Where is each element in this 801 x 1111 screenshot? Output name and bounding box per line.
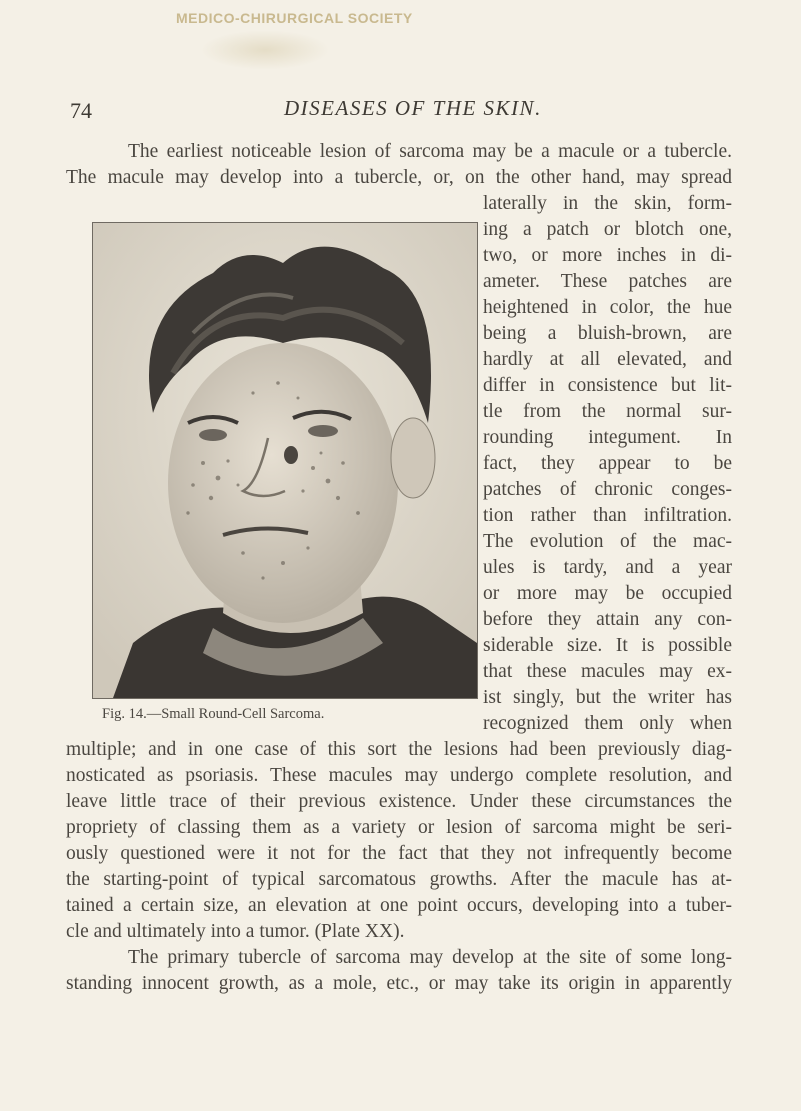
text-line: recognized them only when <box>483 713 732 734</box>
figure-photograph <box>92 222 478 699</box>
text-line: tle from the normal sur- <box>483 401 732 422</box>
text-line: two, or more inches in di- <box>483 245 732 266</box>
text-line: ameter. These patches are <box>483 271 732 292</box>
text-line: ist singly, but the writer has <box>483 687 732 708</box>
text-line: ing a patch or blotch one, <box>483 219 732 240</box>
text-line: fact, they appear to be <box>483 453 732 474</box>
text-line: laterally in the skin, form- <box>483 193 732 214</box>
text-line: nosticated as psoriasis. These macules may undergo complete resolution, and <box>66 765 732 786</box>
text-line: ously questioned were it not for the fact that they not infrequently become <box>66 843 732 864</box>
text-line: or more may be occupied <box>483 583 732 604</box>
portrait-illustration <box>93 223 477 698</box>
text-line: leave little trace of their previous existence. Under these circumstances the <box>66 791 732 812</box>
text-line: heightened in color, the hue <box>483 297 732 318</box>
text-line: The evolution of the mac- <box>483 531 732 552</box>
text-line: differ in consistence but lit- <box>483 375 732 396</box>
page-number: 74 <box>70 98 92 123</box>
text-line: The earliest noticeable lesion of sarcoma may be a macule or a tubercle. <box>128 141 732 162</box>
text-line: being a bluish-brown, are <box>483 323 732 344</box>
text-line: patches of chronic conges- <box>483 479 732 500</box>
text-line: hardly at all elevated, and <box>483 349 732 370</box>
text-line: multiple; and in one case of this sort the lesions had been previously diag- <box>66 739 732 760</box>
text-line: ules is tardy, and a year <box>483 557 732 578</box>
library-stamp: MEDICO-CHIRURGICAL SOCIETY <box>176 10 413 26</box>
running-head: DISEASES OF THE SKIN. <box>284 96 542 120</box>
text-line: that these macules may ex- <box>483 661 732 682</box>
text-line: rounding integument. In <box>483 427 732 448</box>
text-line: tained a certain size, an elevation at one point occurs, developing into a tuber- <box>66 895 732 916</box>
figure-caption: Fig. 14.—Small Round-Cell Sarcoma. <box>102 706 325 722</box>
text-line: standing innocent growth, as a mole, etc., or may take its origin in apparently <box>66 973 732 994</box>
text-line: The primary tubercle of sarcoma may develop at the site of some long- <box>128 947 732 968</box>
text-line: before they attain any con- <box>483 609 732 630</box>
text-line: cle and ultimately into a tumor. (Plate XX). <box>66 921 405 942</box>
text-line: The macule may develop into a tubercle, or, on the other hand, may spread <box>66 167 732 188</box>
stamp-smudge <box>200 30 330 70</box>
text-line: siderable size. It is possible <box>483 635 732 656</box>
text-line: tion rather than infiltration. <box>483 505 732 526</box>
text-line: propriety of classing them as a variety or lesion of sarcoma might be seri- <box>66 817 732 838</box>
text-line: the starting-point of typical sarcomatous growths. After the macule has at- <box>66 869 732 890</box>
